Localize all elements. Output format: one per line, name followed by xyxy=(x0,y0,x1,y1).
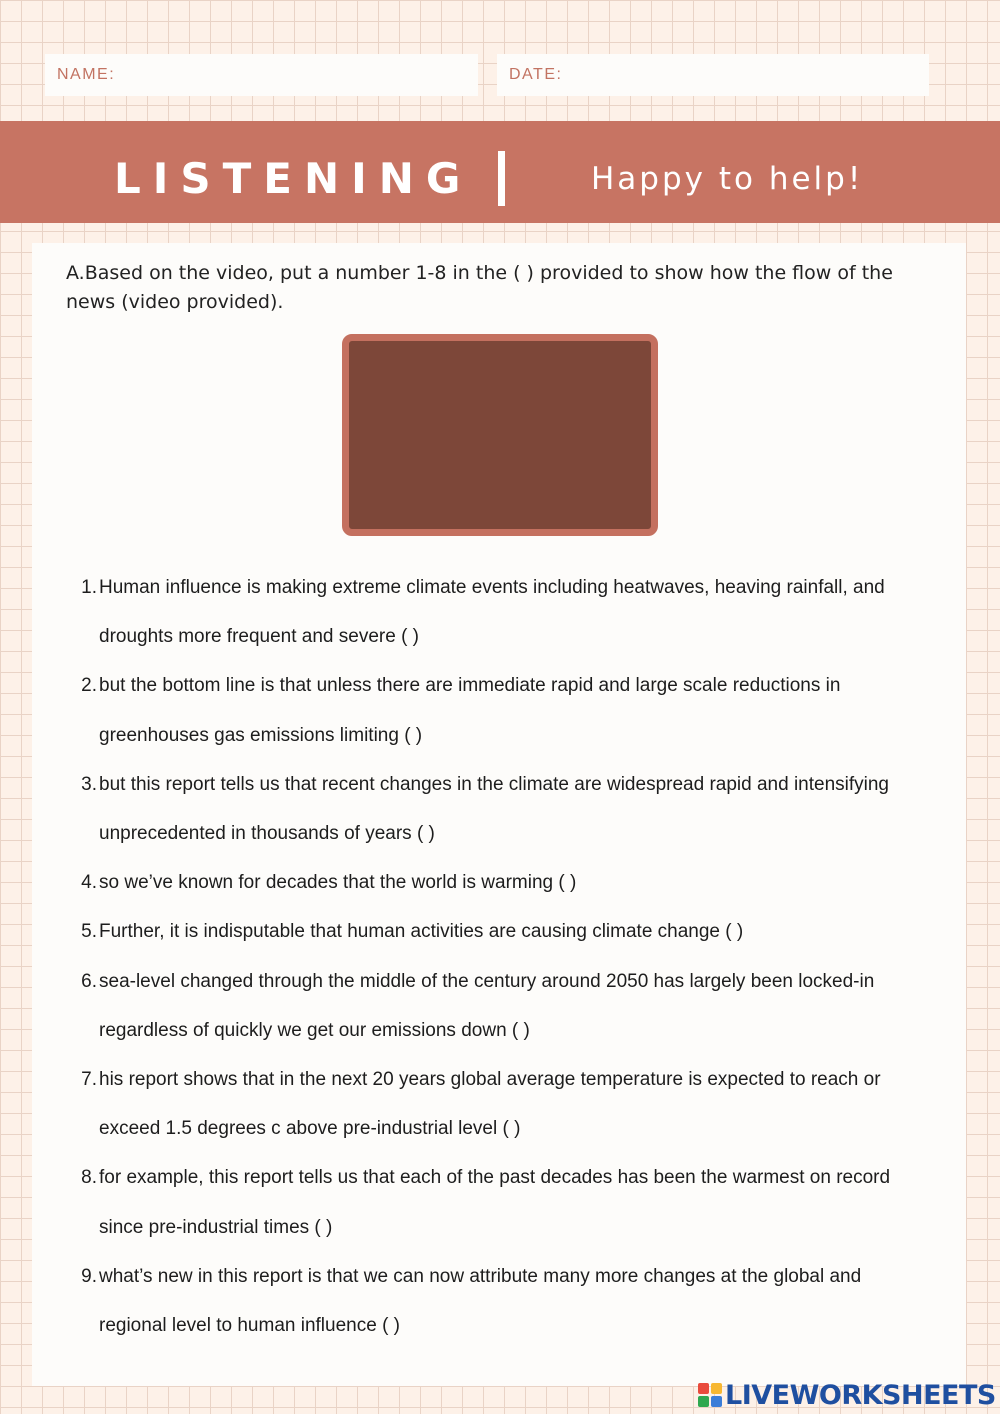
statement-number: 5. xyxy=(81,921,97,943)
statement-line xyxy=(78,1252,948,1301)
logo-block xyxy=(711,1396,722,1407)
statement-text: but this report tells us that recent changes in the climate are widespread rapid and intensifying xyxy=(99,773,890,795)
logo-icon xyxy=(698,1383,722,1407)
statement-line xyxy=(78,1203,948,1252)
logo-text: LIVEWORKSHEETS xyxy=(725,1379,996,1411)
statement-list xyxy=(78,563,948,1350)
statement-text: greenhouses gas emissions limiting ( ) xyxy=(99,724,423,746)
date-label: DATE: xyxy=(509,66,563,83)
statement-text: what’s new in this report is that we can now attribute many more changes at the global and xyxy=(99,1265,862,1287)
statement-text: for example, this report tells us that each of the past decades has been the warmest on record xyxy=(99,1167,891,1189)
statement-number: 8. xyxy=(81,1167,97,1189)
date-field[interactable] xyxy=(497,54,929,96)
logo-block xyxy=(711,1383,722,1394)
statement-line xyxy=(78,1153,948,1202)
statement-line xyxy=(78,1104,948,1153)
statement-number xyxy=(78,711,97,760)
statement-number: 1. xyxy=(81,577,97,598)
statement-number xyxy=(78,809,97,858)
statement-number xyxy=(78,1203,97,1252)
statement-text: regional level to human influence ( ) xyxy=(99,1315,401,1337)
statement-text: since pre-industrial times ( ) xyxy=(99,1216,333,1238)
statement-line xyxy=(78,661,948,710)
statement-text: exceed 1.5 degrees c above pre-industrial level ( ) xyxy=(99,1118,521,1140)
statement-number: 2. xyxy=(81,675,97,697)
statement-line xyxy=(78,563,948,612)
page-title: LISTENING xyxy=(114,154,473,203)
statement-number: 4. xyxy=(81,872,97,894)
statement-text: droughts more frequent and severe ( ) xyxy=(99,626,420,648)
statement-number: 9. xyxy=(81,1265,97,1287)
statement-line xyxy=(78,711,948,760)
logo-block xyxy=(698,1396,709,1407)
statement-line xyxy=(78,760,948,809)
statement-text: sea-level changed through the middle of the century around 2050 has largely been locked-in xyxy=(99,970,875,992)
name-label: NAME: xyxy=(57,66,116,83)
statement-text: but the bottom line is that unless there are immediate rapid and large scale reductions in xyxy=(99,675,841,697)
statement-number xyxy=(78,1006,97,1055)
statement-line xyxy=(78,1006,948,1055)
logo-block xyxy=(698,1383,709,1394)
statement-text: so we’ve known for decades that the world is warming ( ) xyxy=(99,872,577,894)
statement-number xyxy=(78,612,97,661)
title-banner xyxy=(0,121,1000,223)
page-subtitle: Happy to help! xyxy=(591,161,864,197)
statement-line xyxy=(78,858,948,907)
video-player[interactable] xyxy=(342,334,658,536)
name-field[interactable] xyxy=(45,54,478,96)
liveworksheets-logo[interactable] xyxy=(698,1380,996,1410)
statement-number: 7. xyxy=(81,1069,97,1091)
statement-text: his report shows that in the next 20 years global average temperature is expected to reach or xyxy=(99,1069,881,1091)
statement-text: Human influence is making extreme climate events including heatwaves, heaving rainfall, and xyxy=(99,577,885,598)
statement-number: 6. xyxy=(81,970,97,992)
statement-line xyxy=(78,612,948,661)
statement-text: unprecedented in thousands of years ( ) xyxy=(99,823,435,845)
statement-text: Further, it is indisputable that human activities are causing climate change ( ) xyxy=(99,921,744,943)
statement-number xyxy=(78,1104,97,1153)
statement-line xyxy=(78,907,948,956)
statement-line xyxy=(78,957,948,1006)
statement-number: 3. xyxy=(81,773,97,795)
statement-line xyxy=(78,1301,948,1350)
statement-number xyxy=(78,1301,97,1350)
worksheet-card xyxy=(32,243,966,1386)
statement-line xyxy=(78,1055,948,1104)
statement-line xyxy=(78,809,948,858)
statement-text: regardless of quickly we get our emissions down ( ) xyxy=(99,1019,530,1041)
instructions-text: A.Based on the video, put a number 1-8 in the ( ) provided to show how the flow of the news (video provided). xyxy=(66,262,893,313)
title-divider xyxy=(498,151,505,206)
